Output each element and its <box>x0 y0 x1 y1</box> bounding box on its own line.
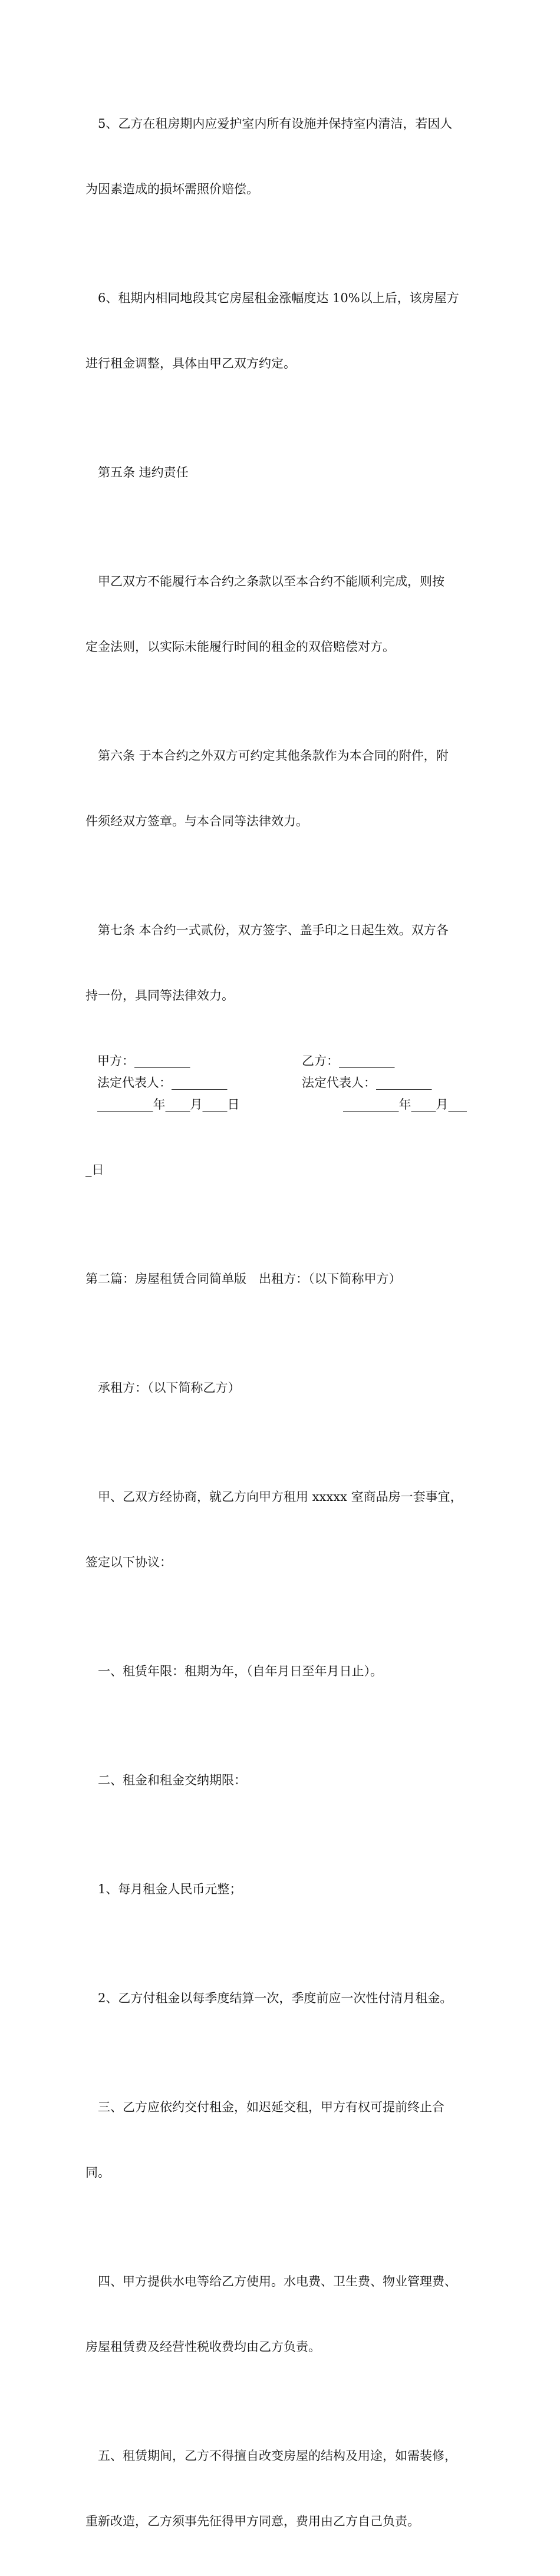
text-line: 签定以下协议： <box>85 1555 172 1569</box>
paragraph-clause-five <box>85 2402 477 2576</box>
date-b: _________年____月___ <box>343 1097 467 1112</box>
paragraph-term <box>85 1617 477 1726</box>
text-line: 二、租金和租金交纳期限： <box>85 1773 246 1787</box>
signature-row-representatives <box>85 1072 477 1094</box>
date-b-continuation <box>85 1116 477 1225</box>
text-line: 6、租期内相同地段其它房屋租金涨幅度达 10%以上后，该房屋方 <box>85 291 459 305</box>
text-line: 定金法则，以实际未能履行时间的租金的双倍赔偿对方。 <box>85 640 395 654</box>
text-line: 第七条 本合约一式贰份，双方签字、盖手印之日起生效。双方各 <box>85 923 449 937</box>
text-line: 重新改造，乙方须事先征得甲方同意，费用由乙方自己负责。 <box>85 2514 420 2528</box>
paragraph-lessee <box>85 1334 477 1443</box>
text-line: 甲乙双方不能履行本合约之条款以至本合约不能顺利完成，则按 <box>85 574 444 588</box>
paragraph-agreement-intro <box>85 1443 477 1617</box>
text-line: 第二篇：房屋租赁合同简单版 出租方：（以下简称甲方） <box>85 1272 401 1286</box>
heading-article-5 <box>85 418 477 527</box>
document-page <box>85 70 477 2576</box>
text-line: 三、乙方应依约交付租金，如迟延交租，甲方有权可提前终止合 <box>85 2100 444 2114</box>
paragraph-clause-6 <box>85 244 477 418</box>
paragraph-article-7 <box>85 876 477 1050</box>
paragraph-article-6 <box>85 702 477 876</box>
representative-b-signature: 法定代表人：_________ <box>302 1076 432 1090</box>
party-a-signature: 甲方：_________ <box>97 1054 190 1068</box>
signature-row-dates <box>85 1094 477 1116</box>
signature-row-parties <box>85 1050 477 1072</box>
representative-a-signature: 法定代表人：_________ <box>97 1076 228 1090</box>
text-line: 第五条 违约责任 <box>85 465 189 480</box>
text-line: 1、每月租金人民币元整； <box>85 1882 242 1896</box>
text-line: 甲、乙双方经协商，就乙方向甲方租用 xxxxx 室商品房一套事宜， <box>85 1490 463 1504</box>
text-line: 一、租赁年限：租期为年，（自年月日至年月日止）。 <box>85 1664 383 1678</box>
paragraph-rent-heading <box>85 1726 477 1835</box>
text-line: 进行租金调整，具体由甲乙双方约定。 <box>85 356 296 371</box>
paragraph-clause-four <box>85 2227 477 2402</box>
text-line: _日 <box>85 1163 104 1177</box>
party-b-signature: 乙方：_________ <box>302 1054 395 1068</box>
date-a: _________年____月____日 <box>97 1097 240 1112</box>
paragraph-clause-three <box>85 2053 477 2227</box>
paragraph-rent-1 <box>85 1835 477 1944</box>
text-line: 第六条 于本合约之外双方可约定其他条款作为本合同的附件，附 <box>85 749 449 763</box>
text-line: 2、乙方付租金以每季度结算一次，季度前应一次性付清月租金。 <box>85 1991 453 2005</box>
heading-part-2 <box>85 1225 477 1334</box>
text-line: 四、甲方提供水电等给乙方使用。水电费、卫生费、物业管理费、 <box>85 2274 457 2289</box>
paragraph-clause-5 <box>85 70 477 244</box>
text-line: 承租方：（以下简称乙方） <box>85 1381 241 1395</box>
text-line: 五、租赁期间，乙方不得擅自改变房屋的结构及用途，如需装修， <box>85 2449 457 2463</box>
text-line: 同。 <box>85 2165 110 2180</box>
paragraph-rent-2 <box>85 1944 477 2053</box>
text-line: 为因素造成的损坏需照价赔偿。 <box>85 182 259 196</box>
text-line: 5、乙方在租房期内应爱护室内所有设施并保持室内清洁，若因人 <box>85 117 453 131</box>
text-line: 持一份，具同等法律效力。 <box>85 988 234 1003</box>
text-line: 房屋租赁费及经营性税收费均由乙方负责。 <box>85 2340 321 2354</box>
paragraph-breach <box>85 527 477 702</box>
text-line: 件须经双方签章。与本合同等法律效力。 <box>85 814 308 828</box>
